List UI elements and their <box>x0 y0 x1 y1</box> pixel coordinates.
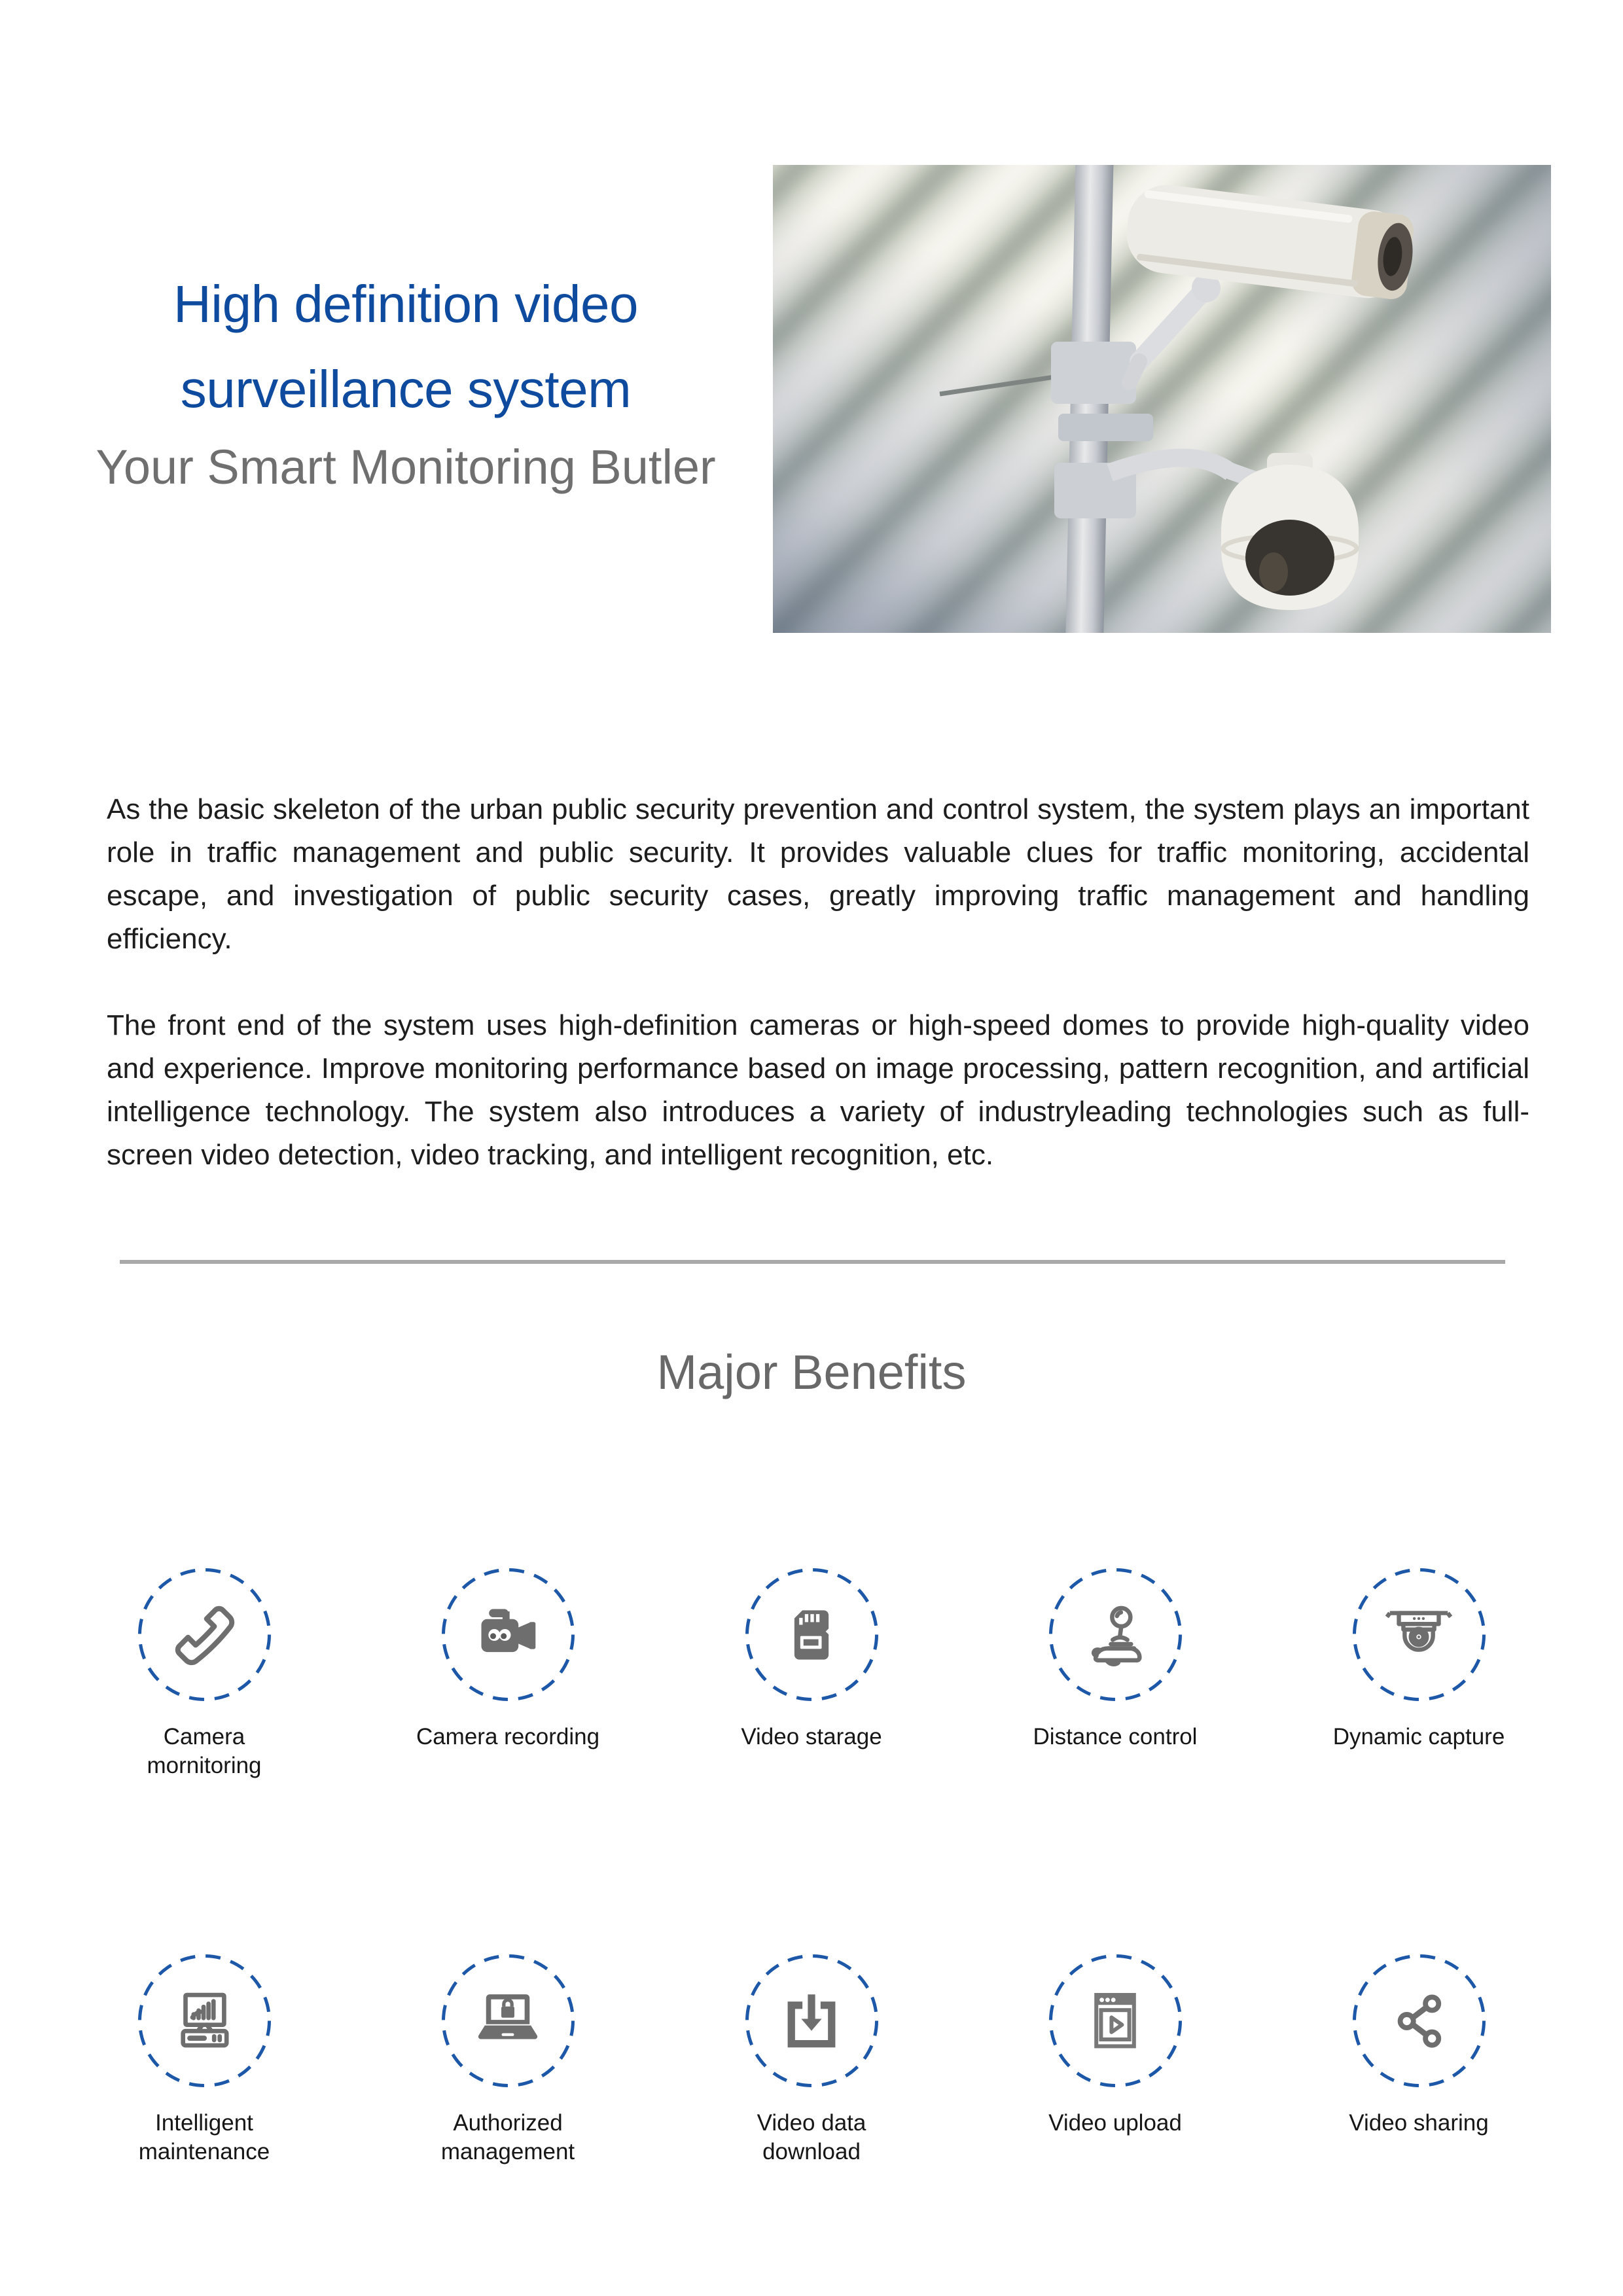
page-title-line2: surveillance system <box>180 360 632 418</box>
benefits-heading: Major Benefits <box>656 1345 967 1399</box>
benefit-label: Video starage <box>741 1724 882 1749</box>
benefit-label: Camera mornitoring <box>147 1724 262 1778</box>
share-nodes-icon <box>1383 1985 1455 2057</box>
cctv-pole-illustration <box>773 165 1551 633</box>
benefit-label: Video upload <box>1048 2110 1182 2136</box>
benefit-video-upload <box>963 1954 1267 2166</box>
dashed-circle <box>745 1954 879 2088</box>
phone-handset-icon <box>168 1598 241 1672</box>
page-title <box>59 262 753 432</box>
dashed-circle <box>441 1954 575 2088</box>
benefit-label: Dynamic capture <box>1332 1724 1505 1749</box>
hero-text-block <box>59 262 753 500</box>
dome-camera-icon <box>1380 1596 1457 1674</box>
intro-paragraph-1: As the basic skeleton of the urban public security prevention and control system, the system plays an important role in traffic management and public security. It provides valuable clues for traffic monitoring, accidental escape, and investigation of public security cases, greatly improving traffic management and handling efficiency. <box>107 793 1529 955</box>
dashed-circle <box>137 1568 272 1702</box>
desktop-chart-icon <box>167 1984 241 2058</box>
benefit-dynamic-capture <box>1267 1568 1571 1780</box>
video-camera-icon <box>473 1600 543 1670</box>
dashed-circle <box>137 1954 272 2088</box>
benefit-label: Authorized management <box>440 2110 575 2164</box>
intro-paragraph-2: The front end of the system uses high-definition cameras or high-speed domes to provide high-quality video and experience. Improve monitoring performance based on image processing, pattern recognition, and artificial intelligence technology. The system also introduces a variety of industryleading technologies such as full-screen video detection, video tracking, and intelligent recognition, etc. <box>107 1009 1529 1171</box>
laptop-lock-icon <box>471 1984 545 2058</box>
benefit-authorized-management <box>356 1954 660 2166</box>
benefit-video-sharing <box>1267 1954 1571 2166</box>
video-window-icon <box>1084 1987 1147 2055</box>
benefits-row-2 <box>52 1954 1571 2166</box>
section-divider <box>120 1260 1505 1264</box>
dashed-circle <box>1352 1954 1486 2088</box>
page-subtitle: Your Smart Monitoring Butler <box>96 440 716 494</box>
sd-card-icon <box>779 1603 844 1667</box>
benefit-label: Video data download <box>757 2110 866 2164</box>
benefit-camera-monitoring <box>52 1568 356 1780</box>
page-title-line1: High definition video <box>173 275 638 333</box>
body-copy <box>107 788 1529 1220</box>
benefit-intelligent-maintenance <box>52 1954 356 2166</box>
benefit-label: Intelligent maintenance <box>138 2110 270 2164</box>
surveillance-cameras-photo <box>773 165 1551 633</box>
benefit-label: Video sharing <box>1349 2110 1489 2136</box>
dashed-circle <box>441 1568 575 1702</box>
dashed-circle <box>1048 1568 1183 1702</box>
benefit-distance-control <box>963 1568 1267 1780</box>
benefit-label: Distance control <box>1033 1724 1198 1749</box>
dashed-circle <box>1048 1954 1183 2088</box>
dashed-circle <box>1352 1568 1486 1702</box>
download-tray-icon <box>777 1987 846 2055</box>
benefits-row-1 <box>52 1568 1571 1780</box>
benefit-video-storage <box>660 1568 963 1780</box>
benefit-video-data-download <box>660 1954 963 2166</box>
dashed-circle <box>745 1568 879 1702</box>
benefit-label: Camera recording <box>416 1724 600 1749</box>
benefit-camera-recording <box>356 1568 660 1780</box>
joystick-icon <box>1079 1598 1152 1672</box>
